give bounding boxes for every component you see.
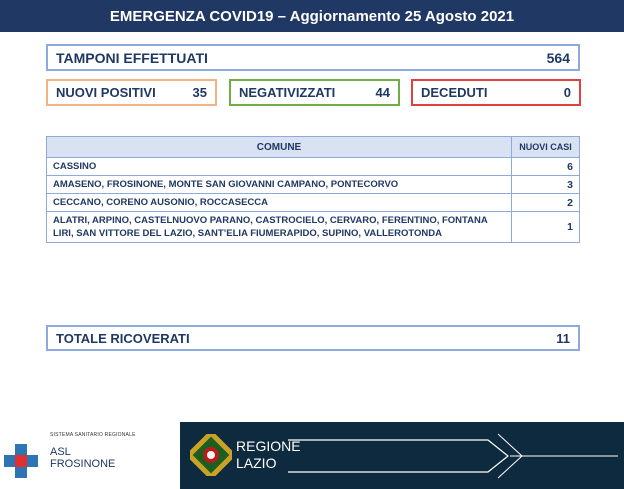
table-row <box>47 194 580 212</box>
ricoverati-box <box>46 325 580 351</box>
table-row <box>47 212 580 243</box>
positivi-box <box>46 79 217 106</box>
positivi-label: NUOVI POSITIVI <box>56 85 156 100</box>
negativizzati-value: 44 <box>375 85 390 100</box>
comune-cell: CASSINO <box>47 158 512 176</box>
asl-name <box>50 446 115 470</box>
casi-cell: 3 <box>512 176 580 194</box>
tamponi-box <box>46 44 580 71</box>
deceduti-value: 0 <box>563 85 571 100</box>
casi-cell: 6 <box>512 158 580 176</box>
casi-cell: 1 <box>512 212 580 243</box>
table-row <box>47 176 580 194</box>
negativizzati-box <box>229 79 400 106</box>
comuni-table <box>46 136 580 243</box>
regione-emblem-icon <box>190 434 232 476</box>
regione-line2: LAZIO <box>236 455 277 471</box>
ssr-label: SISTEMA SANITARIO REGIONALE <box>50 432 136 438</box>
asl-logo <box>0 418 180 489</box>
regione-line1: REGIONE <box>236 438 301 454</box>
col-comune-header: COMUNE <box>47 137 512 158</box>
tamponi-label: TAMPONI EFFETTUATI <box>56 49 208 66</box>
positivi-value: 35 <box>192 85 207 100</box>
regione-lazio-banner <box>180 422 624 489</box>
decorative-chevron-lines <box>288 430 618 482</box>
table-row <box>47 158 580 176</box>
casi-cell: 2 <box>512 194 580 212</box>
asl-line1: ASL <box>50 446 71 458</box>
ricoverati-label: TOTALE RICOVERATI <box>56 330 190 346</box>
page-title: EMERGENZA COVID19 – Aggiornamento 25 Agosto 2021 <box>0 0 624 32</box>
tamponi-value: 564 <box>546 49 570 66</box>
ricoverati-value: 11 <box>556 330 570 346</box>
deceduti-label: DECEDUTI <box>421 85 488 100</box>
comune-cell: AMASENO, FROSINONE, MONTE SAN GIOVANNI CAMPANO, PONTECORVO <box>47 176 512 194</box>
deceduti-box <box>411 79 581 106</box>
table-header-row <box>47 137 580 158</box>
comune-cell: CECCANO, CORENO AUSONIO, ROCCASECCA <box>47 194 512 212</box>
asl-line2: FROSINONE <box>50 458 116 470</box>
health-cross-icon <box>2 442 40 480</box>
comune-cell: ALATRI, ARPINO, CASTELNUOVO PARANO, CASTROCIELO, CERVARO, FERENTINO, FONTANA LIRI, SAN VITTORE DEL LAZIO, SANT’ELIA FIUMERAPIDO, SUPINO, VALLEROTONDA <box>47 212 512 243</box>
col-casi-header: NUOVI CASI <box>512 137 580 158</box>
negativizzati-label: NEGATIVIZZATI <box>239 85 336 100</box>
